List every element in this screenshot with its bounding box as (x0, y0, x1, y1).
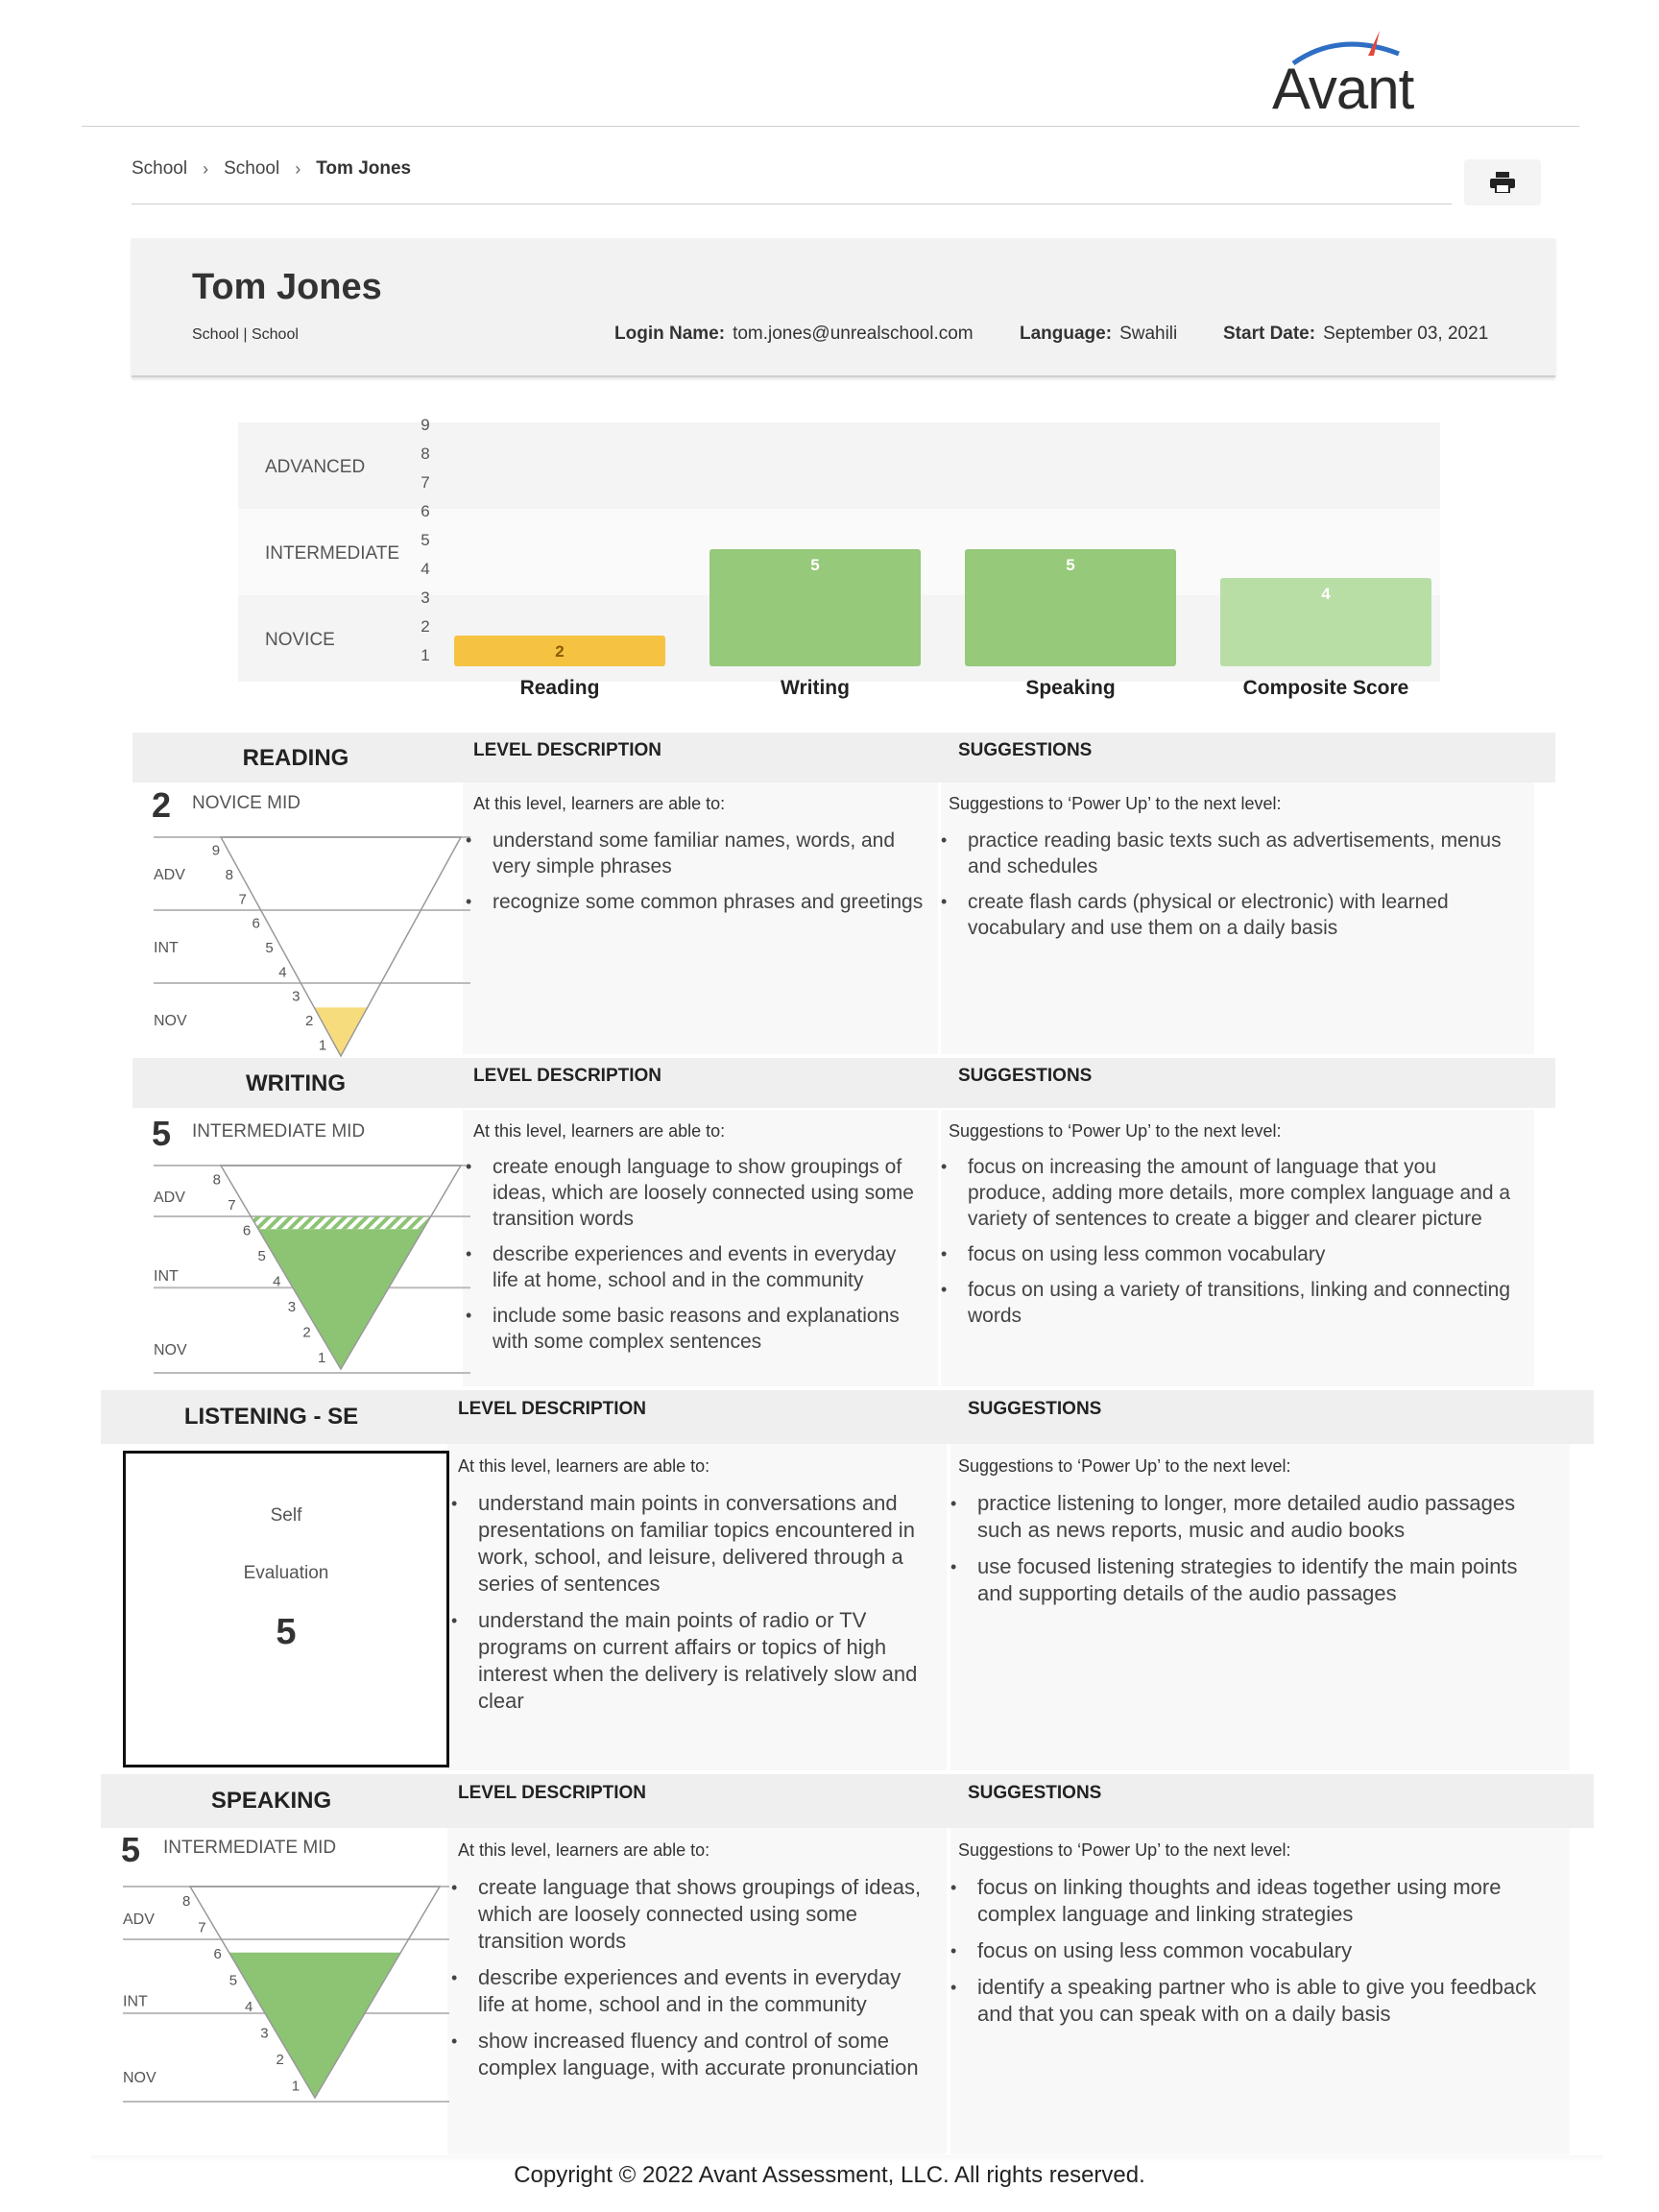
reading-title: READING (242, 745, 349, 771)
list-item: • create flash cards (physical or electronic) with learned vocabulary and use them on a daily basis (941, 889, 1517, 941)
funnel-tick: 1 (318, 1349, 326, 1366)
chart-y-tick: 6 (421, 502, 430, 520)
logo-text: Avant (1272, 57, 1414, 121)
chevron-right-icon: › (203, 158, 209, 179)
funnel-hatch (251, 1216, 431, 1229)
chart-band-bg (238, 422, 1440, 509)
chart-y-tick: 3 (421, 589, 430, 607)
funnel-tick: 4 (244, 1998, 253, 2015)
list-item: • practice reading basic texts such as advertisements, menus and schedules (941, 828, 1517, 879)
level-description-heading: LEVEL DESCRIPTION (458, 1783, 647, 1803)
funnel-tick: 9 (211, 842, 221, 859)
funnel-tick: 3 (292, 988, 301, 1005)
funnel-band-label: NOV (154, 1341, 187, 1358)
speaking-suggest-lead: Suggestions to ‘Power Up’ to the next level: (958, 1840, 1291, 1860)
chart-data-label: 4 (1321, 585, 1331, 603)
funnel-band-label: ADV (123, 1911, 155, 1928)
funnel-band-label: NOV (123, 2070, 156, 2086)
listening-suggest-list (950, 1490, 1555, 1617)
funnel-band-label: NOV (154, 1013, 187, 1029)
funnel-tick: 1 (291, 2078, 301, 2095)
list-item: • focus on using less common vocabulary (950, 1937, 1555, 1964)
funnel-tick: 5 (257, 1247, 266, 1264)
chart-y-tick: 5 (421, 531, 430, 549)
listening-score: 5 (276, 1612, 297, 1652)
writing-level-lead: At this level, learners are able to: (473, 1121, 726, 1141)
funnel-band-label: INT (154, 1267, 179, 1285)
suggestions-heading: SUGGESTIONS (958, 1066, 1093, 1086)
funnel-band-label: INT (154, 940, 179, 956)
writing-title: WRITING (246, 1070, 346, 1096)
reading-level-list (466, 828, 926, 925)
list-item: • understand main points in conversations and presentations on familiar topics encountered in work, school, and leisure, delivered through a series of sentences (451, 1490, 931, 1598)
funnel-tick: 5 (265, 940, 274, 956)
chart-y-tick: 7 (421, 473, 430, 492)
list-item: • create language that shows groupings of ideas, which are loosely connected using some transition words (451, 1874, 931, 1955)
listening-level-lead: At this level, learners are able to: (458, 1456, 710, 1476)
speaking-level-list (451, 1874, 931, 2091)
funnel-tick: 8 (225, 867, 234, 883)
language-label: Language: (1020, 324, 1113, 344)
student-org: School | School (192, 326, 299, 343)
reading-level: NOVICE MID (192, 793, 301, 813)
list-item: • focus on using a variety of transitions, linking and connecting words (941, 1277, 1517, 1329)
evaluation-label: Evaluation (243, 1563, 329, 1583)
chart-band-label: ADVANCED (265, 457, 366, 477)
funnel-tick: 7 (238, 891, 247, 908)
reading-suggest-list (941, 828, 1517, 950)
writing-level: INTERMEDIATE MID (192, 1121, 366, 1142)
writing-suggest-list (941, 1154, 1517, 1338)
chart-band-label: NOVICE (265, 630, 335, 650)
speaking-level: INTERMEDIATE MID (163, 1838, 337, 1858)
login-value: tom.jones@unrealschool.com (733, 324, 974, 344)
funnel-tick: 5 (228, 1972, 238, 1989)
funnel-tick: 4 (273, 1273, 281, 1290)
chart-y-tick: 1 (421, 646, 430, 664)
reading-score: 2 (152, 785, 172, 825)
breadcrumb-current: Tom Jones (316, 158, 412, 179)
speaking-funnel (123, 1877, 449, 2107)
funnel-tick: 7 (198, 1919, 206, 1936)
funnel-band-label: ADV (154, 1189, 185, 1206)
funnel-tick: 2 (302, 1324, 311, 1341)
copyright: Copyright © 2022 Avant Assessment, LLC. All rights reserved. (514, 2162, 1145, 2188)
speaking-title: SPEAKING (210, 1788, 332, 1814)
score-chart (0, 0, 1659, 710)
list-item: • understand some familiar names, words, and very simple phrases (466, 828, 926, 879)
chart-data-label: 5 (810, 556, 820, 574)
start-value: September 03, 2021 (1323, 324, 1489, 344)
chart-band-label: INTERMEDIATE (265, 543, 400, 564)
funnel-tick: 3 (287, 1298, 297, 1315)
chart-x-label: Writing (781, 677, 850, 699)
student-name: Tom Jones (192, 267, 382, 307)
list-item: • show increased fluency and control of some complex language, with accurate pronunciation (451, 2028, 931, 2081)
listening-suggest-lead: Suggestions to ‘Power Up’ to the next level: (958, 1456, 1291, 1476)
funnel-tick: 6 (213, 1945, 222, 1962)
reading-level-lead: At this level, learners are able to: (473, 794, 726, 813)
suggestions-heading: SUGGESTIONS (968, 1783, 1102, 1803)
chevron-right-icon: › (295, 158, 301, 179)
breadcrumb-item[interactable]: School (132, 158, 188, 179)
login-label: Login Name: (614, 324, 726, 344)
writing-funnel (154, 1156, 470, 1379)
listening-level-list (451, 1490, 931, 1724)
chart-y-tick: 9 (421, 416, 430, 434)
list-item: • recognize some common phrases and greetings (466, 889, 926, 915)
level-description-heading: LEVEL DESCRIPTION (473, 1066, 662, 1086)
list-item: • understand the main points of radio or TV programs on current affairs or topics of high interest when the delivery is relatively slow and clear (451, 1607, 931, 1715)
list-item: • focus on using less common vocabulary (941, 1241, 1517, 1267)
self-label: Self (270, 1505, 302, 1526)
funnel-tick: 1 (318, 1037, 327, 1054)
list-item: • create enough language to show groupings of ideas, which are loosely connected using some transition words (466, 1154, 926, 1232)
funnel-tick: 7 (228, 1196, 236, 1214)
funnel-tick: 2 (304, 1013, 314, 1029)
writing-level-list (466, 1154, 926, 1364)
chart-x-label: Composite Score (1242, 677, 1409, 699)
funnel-fill (229, 1953, 401, 2098)
funnel-tick: 3 (260, 2025, 269, 2042)
list-item: • identify a speaking partner who is able to give you feedback and that you can speak with on a daily basis (950, 1974, 1555, 2028)
list-item: • practice listening to longer, more detailed audio passages such as news reports, music and audio books (950, 1490, 1555, 1544)
funnel-band-label: ADV (154, 867, 185, 883)
speaking-suggest-list (950, 1874, 1555, 2037)
level-description-heading: LEVEL DESCRIPTION (473, 740, 662, 760)
funnel-band-label: INT (123, 1993, 148, 2010)
suggestions-heading: SUGGESTIONS (968, 1399, 1102, 1419)
speaking-level-lead: At this level, learners are able to: (458, 1840, 710, 1860)
funnel-fill (258, 1229, 423, 1369)
start-label: Start Date: (1223, 324, 1316, 344)
funnel-tick: 8 (212, 1171, 221, 1189)
writing-score: 5 (152, 1114, 172, 1153)
breadcrumb-item[interactable]: School (224, 158, 280, 179)
funnel-tick: 6 (252, 915, 260, 932)
chart-x-label: Speaking (1025, 677, 1116, 699)
funnel-tick: 8 (181, 1892, 191, 1910)
list-item: • use focused listening strategies to identify the main points and supporting details of the audio passages (950, 1553, 1555, 1607)
reading-funnel (154, 828, 470, 1066)
funnel-tick: 6 (242, 1222, 252, 1239)
list-item: • describe experiences and events in everyday life at home, school and in the community (451, 1964, 931, 2018)
list-item: • describe experiences and events in everyday life at home, school and in the community (466, 1241, 926, 1293)
chart-data-label: 2 (555, 642, 565, 661)
chart-y-tick: 4 (421, 560, 430, 578)
writing-suggest-lead: Suggestions to ‘Power Up’ to the next level: (949, 1121, 1282, 1141)
chart-y-tick: 2 (421, 617, 430, 636)
chart-y-tick: 8 (421, 445, 430, 463)
funnel-tick: 4 (278, 964, 287, 981)
listening-title: LISTENING - SE (183, 1404, 359, 1430)
language-value: Swahili (1119, 324, 1178, 344)
level-description-heading: LEVEL DESCRIPTION (458, 1399, 647, 1419)
list-item: • focus on increasing the amount of language that you produce, adding more details, more complex language and a variety of sentences to create a bigger and clearer picture (941, 1154, 1517, 1232)
speaking-score: 5 (121, 1830, 141, 1869)
funnel-tick: 2 (276, 2051, 284, 2068)
list-item: • include some basic reasons and explanations with some complex sentences (466, 1303, 926, 1355)
list-item: • focus on linking thoughts and ideas together using more complex language and linking strategies (950, 1874, 1555, 1928)
suggestions-heading: SUGGESTIONS (958, 740, 1093, 760)
chart-data-label: 5 (1066, 556, 1075, 574)
self-evaluation-box (123, 1451, 449, 1767)
chart-x-label: Reading (519, 677, 600, 699)
reading-suggest-lead: Suggestions to ‘Power Up’ to the next level: (949, 794, 1282, 813)
